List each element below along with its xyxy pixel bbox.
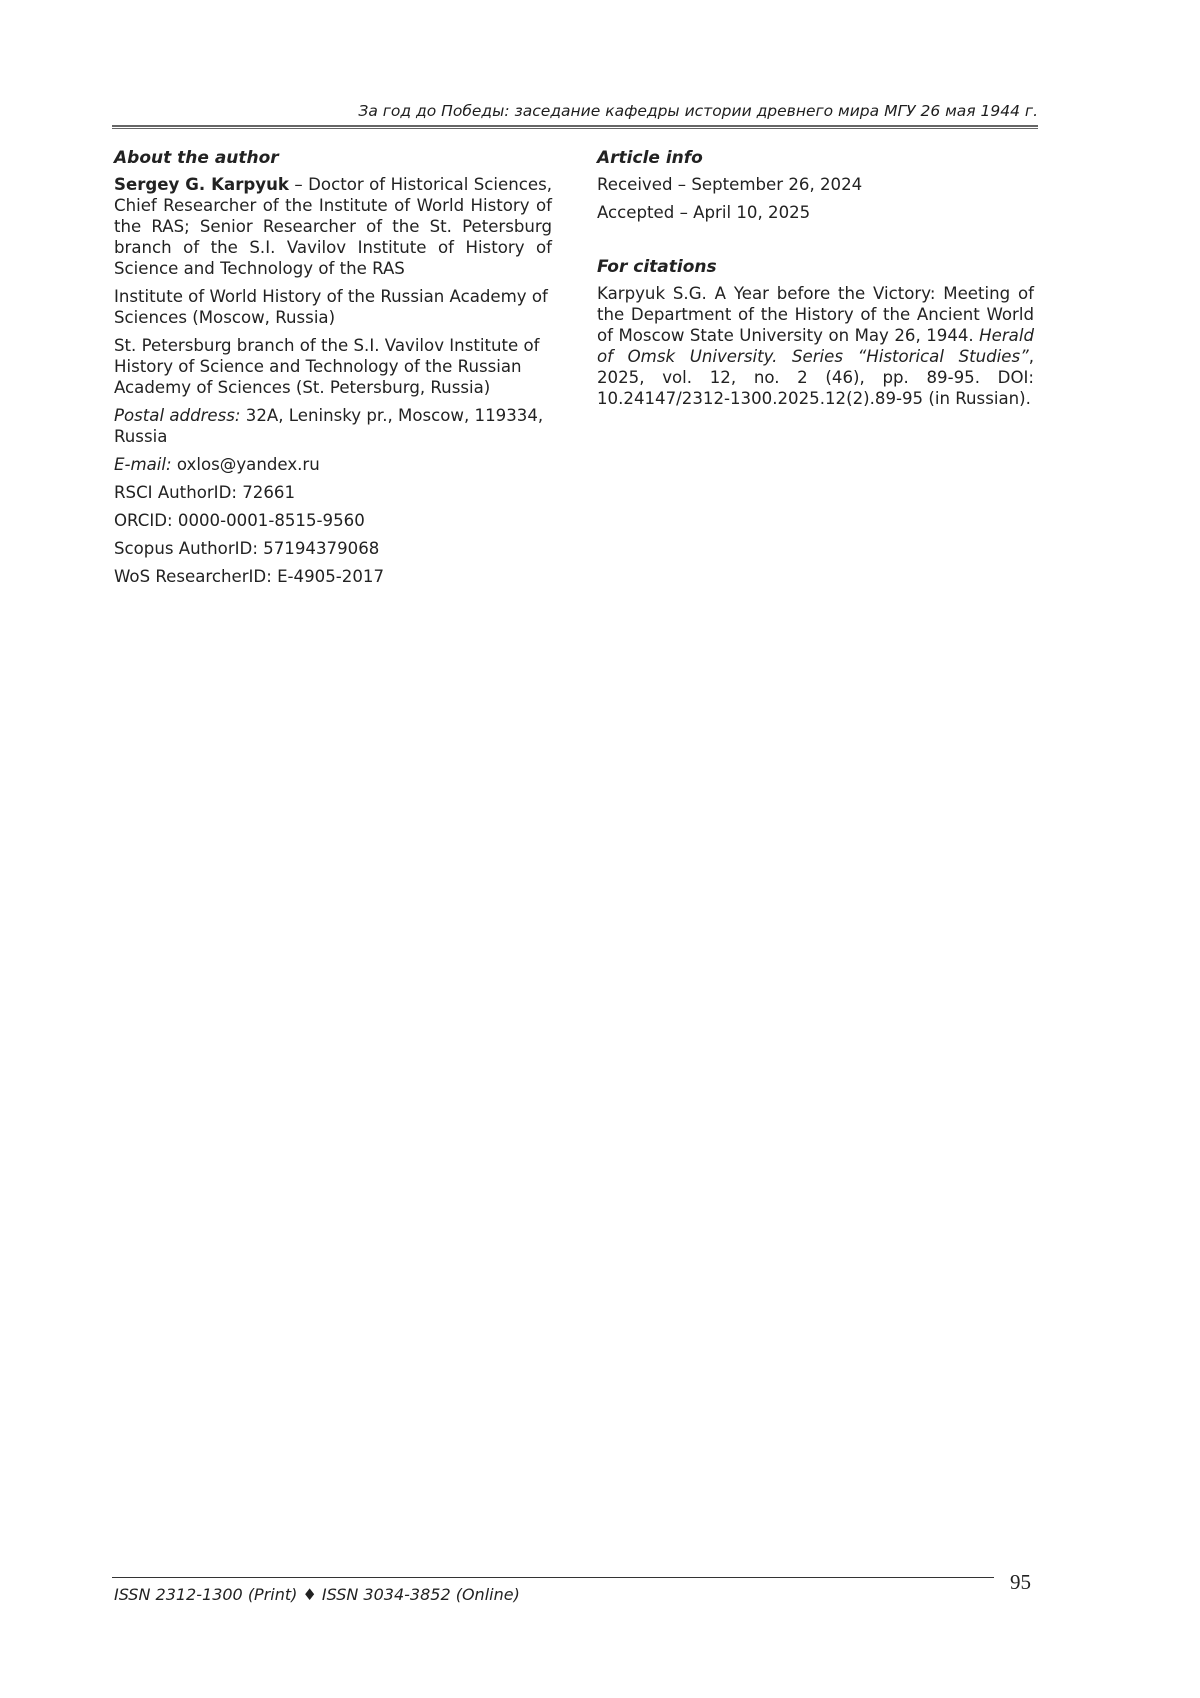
postal-label: Postal address: [114,406,241,425]
article-info-title: Article info [597,148,703,168]
orcid-id: ORCID: 0000-0001-8515-9560 [114,511,365,530]
author-dash: – [288,175,309,194]
author-column [114,148,552,594]
citation-end: , 2025, vol. 12, no. 2 (46), pp. 89-95. DOI: 10.24147/2312-1300.2025.12(2).89-95 (in Russian). [597,347,1034,408]
author-name: Sergey G. Karpyuk [114,175,289,194]
citation-start: Karpyuk S.G. A Year before the Victory: Meeting of the Department of the History of the Ancient World of Moscow State University on May 26, 1944. [597,284,1034,345]
affiliation-1: Institute of World History of the Russian Academy of Sciences (Moscow, Russia) [114,287,548,327]
scopus-id: Scopus AuthorID: 57194379068 [114,539,380,558]
author-bio [114,174,552,279]
header-rule [112,125,1038,129]
info-column [597,148,1034,416]
spacer [597,230,1034,257]
footer-rule [112,1577,994,1578]
rsci-id: RSCI AuthorID: 72661 [114,483,296,502]
citation-journal: Herald of Omsk University. Series “Historical Studies” [597,326,1034,366]
email [114,454,552,475]
received-date: Received – September 26, 2024 [597,175,863,194]
accepted-date: Accepted – April 10, 2025 [597,203,811,222]
footer-issn: ISSN 2312-1300 (Print) ♦ ISSN 3034-3852 (Online) [114,1585,520,1604]
author-section-title: About the author [114,148,279,168]
postal-value: 32A, Leninsky pr., Moscow, 119334, Russia [114,406,544,446]
author-bio-text: Doctor of Historical Sciences, Chief Researcher of the Institute of World History of the RAS; Senior Researcher of the St. Petersburg branch of the S.I. Vavilov Institute of History of Science and Technology of the RAS [114,175,552,278]
email-value: oxlos@yandex.ru [171,455,320,474]
running-title: За год до Победы: заседание кафедры истории древнего мира МГУ 26 мая 1944 г. [358,102,1038,120]
page-number: 95 [1010,1570,1031,1594]
citation-text [597,283,1034,409]
email-label: E-mail: [114,455,172,474]
postal-address [114,405,552,447]
citations-title: For citations [597,257,717,277]
wos-id: WoS ResearcherID: E-4905-2017 [114,567,384,586]
affiliation-2: St. Petersburg branch of the S.I. Vavilov Institute of History of Science and Technology of the Russian Academy of Sciences (St. Petersburg, Russia) [114,336,540,397]
